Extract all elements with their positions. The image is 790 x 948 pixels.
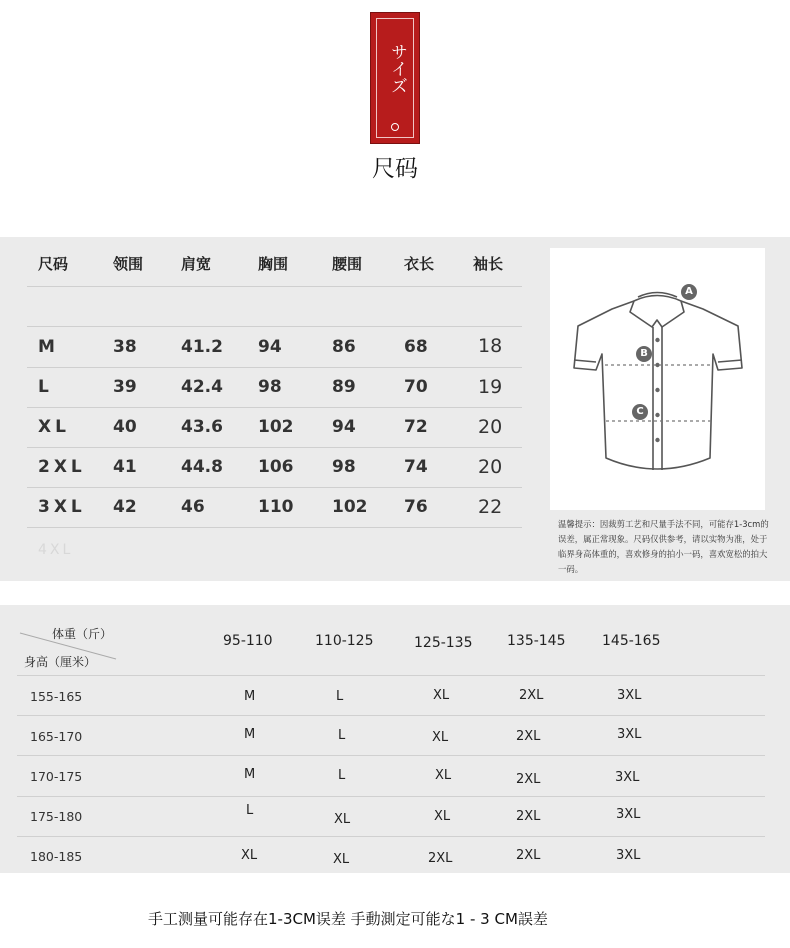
table-cell: 72 <box>404 417 428 437</box>
table-cell: 110 <box>258 497 294 517</box>
table-cell: 18 <box>478 335 503 357</box>
height-cell: 175-180 <box>30 809 83 824</box>
size-cell: 3XL <box>616 807 641 822</box>
height-cell: 170-175 <box>30 769 83 784</box>
size-cell: L <box>336 689 344 704</box>
size-cell: 3XL <box>615 770 640 785</box>
weight-header: 95-110 <box>223 633 273 649</box>
size-cell: 2XL <box>516 772 541 787</box>
table-cell: 39 <box>113 377 137 397</box>
weight-header: 145-165 <box>602 633 661 649</box>
divider <box>27 487 522 488</box>
divider <box>17 796 765 797</box>
table-cell: 22 <box>478 496 503 518</box>
weight-header: 125-135 <box>414 635 473 651</box>
marker-a: A <box>681 284 697 300</box>
table-cell: M <box>38 337 55 357</box>
table-cell: L <box>38 377 49 397</box>
table-cell: 41.2 <box>181 337 223 357</box>
height-cell: 180-185 <box>30 849 83 864</box>
weight-header: 135-145 <box>507 633 566 649</box>
table-cell: 98 <box>332 457 356 477</box>
column-header-shoulder: 肩宽 <box>181 255 212 273</box>
column-header-size: 尺码 <box>38 255 69 273</box>
size-cell: 2XL <box>519 688 544 703</box>
tip-note: 温馨提示：因裁剪工艺和尺量手法不同，可能存1-3cm的误差，属正常现象。尺码仅供参考，请以实物为准，处于临界身高体重的，喜欢修身的拍小一码，喜欢宽松的拍大一码。 <box>558 519 769 574</box>
marker-b: B <box>636 346 652 362</box>
size-cell: M <box>244 689 256 704</box>
size-cell: XL <box>435 768 452 783</box>
table-cell: 89 <box>332 377 356 397</box>
table-cell: 20 <box>478 456 503 478</box>
divider <box>17 715 765 716</box>
fit-panel <box>0 605 790 873</box>
column-header-chest: 胸围 <box>258 255 289 273</box>
column-header-sleeve: 袖长 <box>473 255 504 273</box>
size-cell: 2XL <box>428 851 453 866</box>
size-cell: XL <box>333 852 350 867</box>
table-cell: XL <box>38 417 70 437</box>
table-cell: 43.6 <box>181 417 223 437</box>
size-cell: M <box>244 727 256 742</box>
table-cell: 41 <box>113 457 137 477</box>
size-cell: XL <box>434 809 451 824</box>
table-cell: 46 <box>181 497 205 517</box>
table-cell: 102 <box>332 497 368 517</box>
table-cell: 20 <box>478 416 503 438</box>
marker-c: C <box>632 404 648 420</box>
shirt-diagram <box>550 248 765 510</box>
tag-text: サイズ <box>387 43 407 94</box>
size-cell: 3XL <box>617 688 642 703</box>
size-cell: 2XL <box>516 809 541 824</box>
column-header-length: 衣长 <box>404 255 435 273</box>
divider <box>27 286 522 287</box>
table-cell: 40 <box>113 417 137 437</box>
height-cell: 165-170 <box>30 729 83 744</box>
table-cell: 106 <box>258 457 294 477</box>
size-cell: XL <box>241 848 258 863</box>
table-cell: 74 <box>404 457 428 477</box>
table-cell: 86 <box>332 337 356 357</box>
height-label: 身高（厘米） <box>24 655 97 669</box>
table-cell: 42 <box>113 497 137 517</box>
weight-label: 体重（斤） <box>52 627 113 641</box>
divider <box>17 836 765 837</box>
weight-header: 110-125 <box>315 633 374 649</box>
size-cell: 3XL <box>616 848 641 863</box>
table-cell: 94 <box>258 337 282 357</box>
table-cell: 68 <box>404 337 428 357</box>
size-cell: M <box>244 767 256 782</box>
height-cell: 155-165 <box>30 689 83 704</box>
table-cell: 19 <box>478 376 503 398</box>
size-cell: L <box>338 768 346 783</box>
table-cell: 44.8 <box>181 457 223 477</box>
faded-row-label: 4XL <box>38 542 74 558</box>
divider <box>17 675 765 676</box>
table-cell: 38 <box>113 337 137 357</box>
table-cell: 94 <box>332 417 356 437</box>
page-title: 尺码 <box>372 156 418 182</box>
divider <box>27 326 522 327</box>
table-cell: 2XL <box>38 457 86 477</box>
footer-note: 手工测量可能存在1-3CM误差 手動測定可能な1 - 3 CM誤差 <box>148 910 548 928</box>
table-cell: 3XL <box>38 497 86 517</box>
column-header-waist: 腰围 <box>332 255 363 273</box>
size-cell: L <box>246 803 254 818</box>
size-cell: L <box>338 728 346 743</box>
table-cell: 70 <box>404 377 428 397</box>
shirt-outline-icon <box>550 248 765 510</box>
table-cell: 102 <box>258 417 294 437</box>
table-cell: 98 <box>258 377 282 397</box>
divider <box>27 367 522 368</box>
size-cell: 3XL <box>617 727 642 742</box>
table-cell: 42.4 <box>181 377 223 397</box>
table-cell: 76 <box>404 497 428 517</box>
divider <box>27 527 522 528</box>
size-tag-logo <box>370 12 420 144</box>
size-cell: 2XL <box>516 848 541 863</box>
size-cell: XL <box>334 812 351 827</box>
size-cell: XL <box>432 730 449 745</box>
divider <box>27 407 522 408</box>
divider <box>17 755 765 756</box>
circle-icon <box>391 123 399 131</box>
divider <box>27 447 522 448</box>
column-header-collar: 领围 <box>113 255 144 273</box>
size-cell: XL <box>433 688 450 703</box>
size-cell: 2XL <box>516 729 541 744</box>
